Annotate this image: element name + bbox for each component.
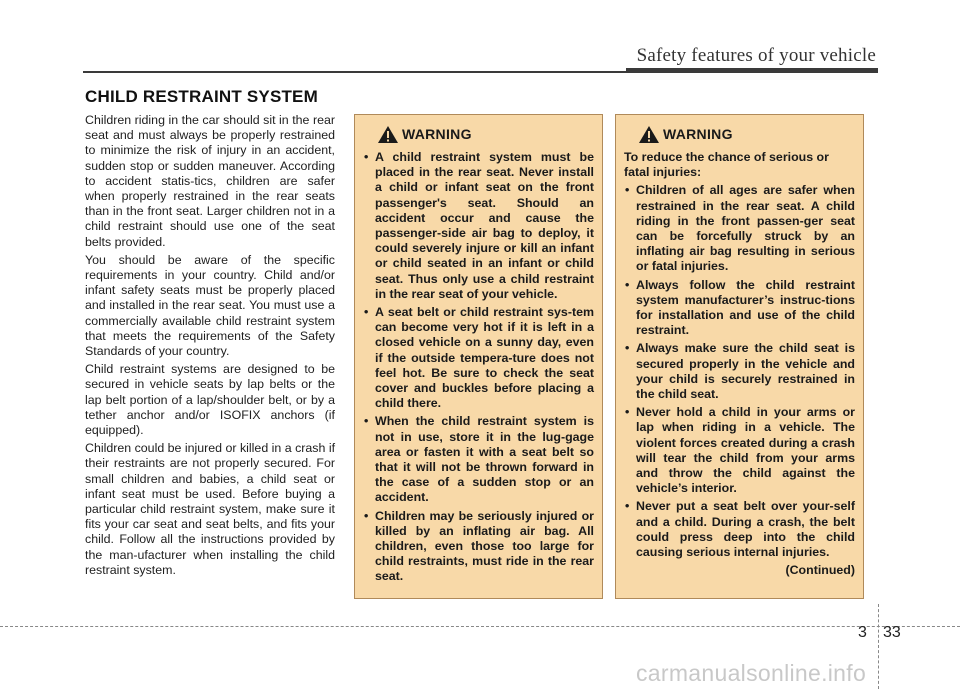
warning-item: • Children of all ages are safer when restrained in the rear seat. A child riding in the front passen-ger seat can be forcefully struck by an inflating air bag resulting in serious or fatal injuries. [624,183,855,274]
warning-item: • Children may be seriously injured or killed by an inflating air bag. All children, even those too large for child restraints, must ride in the rear seat. [363,509,594,585]
warning-box-right [615,114,864,599]
warning-header [377,125,594,144]
warning-item: • When the child restraint system is not in use, store it in the lug-gage area or fasten it with a seat belt so that it will not be thrown forward in the case of a sudden stop or an accident. [363,414,594,505]
body-paragraph: You should be aware of the specific requirements in your country. Child and/or infant safety seats must be properly placed and installed in the rear seat. You must use a commercially available child restraint system that meets the requirements of the Safety Standards of your country. [85,252,335,359]
warning-item: • Always make sure the child seat is secured properly in the vehicle and your child is securely restrained in the child seat. [624,341,855,402]
warning-label: WARNING [663,125,733,142]
warning-item: • Never put a seat belt over your-self and a child. During a crash, the belt could press deep into the child causing serious internal injuries. [624,499,855,560]
body-paragraph: Child restraint systems are designed to be secured in vehicle seats by lap belts or the lap belt portion of a lap/shoulder belt, or by a tether anchor and/or ISOFIX anchors (if equipped). [85,362,335,438]
warning-intro: To reduce the chance of serious or fatal injuries: [624,150,829,180]
running-header: Safety features of your vehicle [636,45,876,66]
body-text-column [85,113,335,581]
warning-label: WARNING [402,125,472,142]
warning-header [638,125,855,144]
warning-list [363,150,594,585]
warning-item: • A seat belt or child restraint sys-tem can become very hot if it is left in a closed vehicle on a sunny day, even if the outside tempera-ture does not feel hot. Be sure to check the seat cover and buckles before placing a child there. [363,305,594,411]
warning-item: • Always follow the child restraint system manufacturer’s instruc-tions for installation and use of the child restraint. [624,278,855,339]
watermark: carmanualsonline.info [636,660,867,686]
warning-list [624,183,855,560]
warning-item: • A child restraint system must be placed in the rear seat. Never install a child or infant seat on the front passenger's seat. Should an accident occur and cause the passenger-side air bag to deploy, it could severely injure or kill an infant or child seated in an infant or child seat. Thus only use a child restraint in the rear seat of your vehicle. [363,150,594,302]
warning-triangle-icon [638,125,660,144]
header-rule-accent [626,68,878,73]
warning-box-left [354,114,603,599]
warning-item: • Never hold a child in your arms or lap when riding in a vehicle. The violent forces created during a crash will tear the child from your arms and throw the child against the vehicle’s interior. [624,405,855,496]
continued-label: (Continued) [785,563,855,578]
footer-rule [0,626,960,627]
chapter-number: 3 [858,624,867,641]
footer-divider [878,604,879,689]
body-paragraph: Children could be injured or killed in a crash if their restraints are not properly secured. For small children and babies, a child seat or infant seat must be used. Before buying a particular child restraint system, make sure it fits your car seat and seat belts, and fits your child. Follow all the instructions provided by the man-ufacturer when installing the child restraint system. [85,441,336,577]
section-title: CHILD RESTRAINT SYSTEM [85,87,318,106]
page-number: 33 [883,624,901,641]
warning-triangle-icon [377,125,399,144]
body-paragraph: Children riding in the car should sit in the rear seat and must always be properly restrained to minimize the risk of injury in an accident, sudden stop or sudden maneuver. According to accident statis-tics, children are safer when properly restrained in the rear seats than in the front seat. Larger children not in a child restraint should use one of the seat belts provided. [85,113,335,249]
